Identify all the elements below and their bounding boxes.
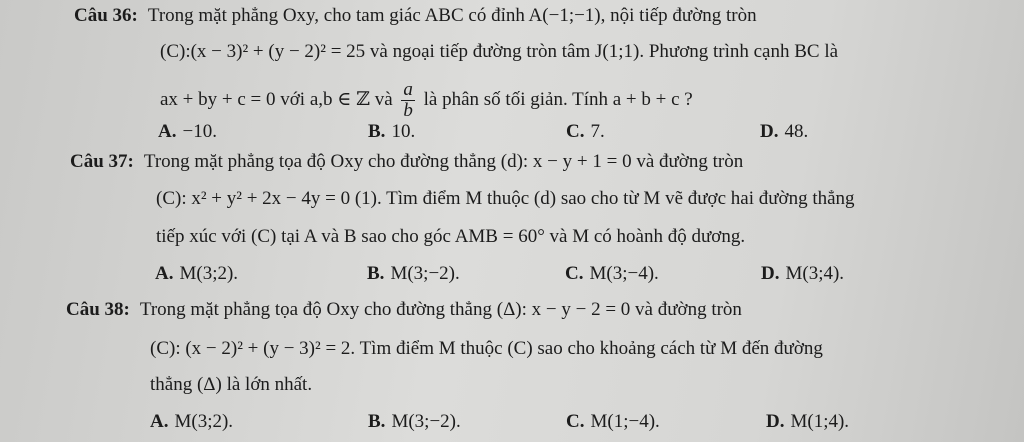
q38-option-d: D. M(1;4). xyxy=(766,411,850,432)
q38-option-b: B. M(3;−2). xyxy=(368,411,461,432)
q36-options xyxy=(158,120,1018,144)
q36-label: Câu 36: xyxy=(74,5,138,26)
q37-option-b: B. M(3;−2). xyxy=(367,263,460,284)
q38-line-3: thẳng (Δ) là lớn nhất. xyxy=(150,374,313,395)
q37-option-d: D. M(3;4). xyxy=(761,263,845,284)
q36-text-1: Trong mặt phẳng Oxy, cho tam giác ABC có đỉnh A(−1;−1), nội tiếp đường tròn xyxy=(147,5,757,26)
q37-options xyxy=(155,262,1015,286)
q37-line-2: (C): x² + y² + 2x − 4y = 0 (1). Tìm điểm M thuộc (d) sao cho từ M vẽ được hai đường thẳng xyxy=(156,188,855,209)
q36-option-c: C. 7. xyxy=(566,121,605,142)
q36-option-b: B. 10. xyxy=(368,121,416,142)
q37-option-a: A. M(3;2). xyxy=(155,263,239,284)
q38-line-2: (C): (x − 2)² + (y − 3)² = 2. Tìm điểm M thuộc (C) sao cho khoảng cách từ M đến đường xyxy=(150,338,823,359)
q36-line-1 xyxy=(74,4,757,28)
q36-fraction xyxy=(401,80,415,121)
q37-line-3: tiếp xúc với (C) tại A và B sao cho góc AMB = 60° và M có hoành độ dương. xyxy=(156,226,746,247)
q37-label: Câu 37: xyxy=(70,151,134,172)
q38-options xyxy=(150,410,1010,434)
q38-line-1 xyxy=(66,298,742,322)
q36-text-3a: ax + by + c = 0 với a,b ∈ ℤ và xyxy=(160,89,393,110)
q38-option-c: C. M(1;−4). xyxy=(566,411,660,432)
q37-line-1 xyxy=(70,150,743,174)
q38-option-a: A. M(3;2). xyxy=(150,411,234,432)
q38-text-1: Trong mặt phẳng tọa độ Oxy cho đường thẳng (Δ): x − y − 2 = 0 và đường tròn xyxy=(139,299,742,320)
q37-option-c: C. M(3;−4). xyxy=(565,263,659,284)
q36-option-d: D. 48. xyxy=(760,121,809,142)
q36-text-3b: là phân số tối giản. Tính a + b + c ? xyxy=(423,89,693,110)
q36-line-2: (C):(x − 3)² + (y − 2)² = 25 và ngoại tiếp đường tròn tâm J(1;1). Phương trình cạnh BC là xyxy=(160,41,839,62)
q37-text-1: Trong mặt phẳng tọa độ Oxy cho đường thẳng (d): x − y + 1 = 0 và đường tròn xyxy=(143,151,744,172)
q36-frac-num: a xyxy=(403,79,413,101)
q36-frac-den: b xyxy=(403,100,413,122)
q36-line-3 xyxy=(160,80,693,120)
q36-option-a: A. −10. xyxy=(158,121,217,142)
q38-label: Câu 38: xyxy=(66,299,130,320)
